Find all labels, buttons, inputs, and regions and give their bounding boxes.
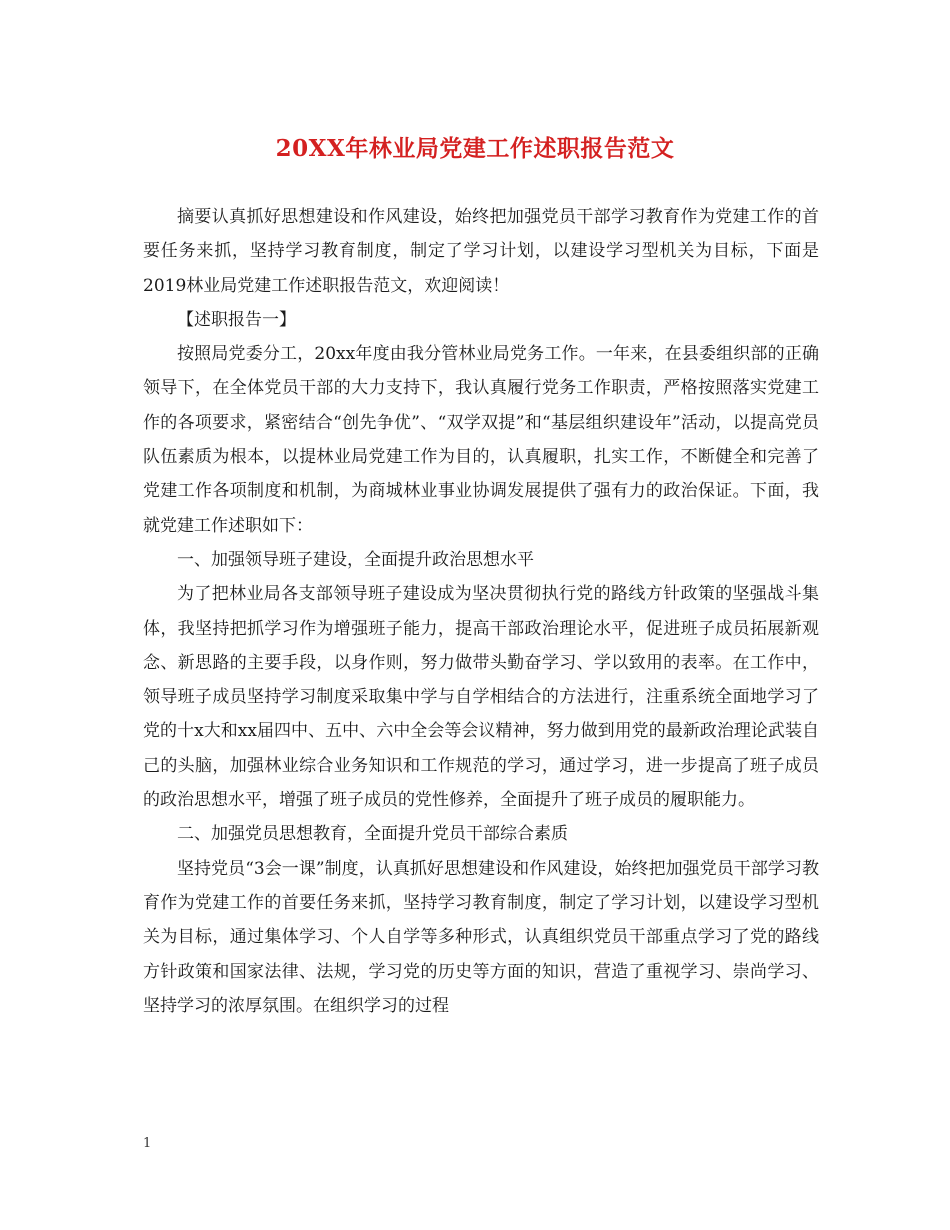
section-heading-report-one: 【述职报告一】 (177, 309, 296, 330)
document-body (143, 200, 819, 1023)
section-heading-1: 一、加强领导班子建设，全面提升政治思想水平 (177, 549, 534, 570)
document-title: 20XX年林业局党建工作述职报告范文 (275, 135, 675, 162)
body-paragraph: 按照局党委分工，20xx年度由我分管林业局党务工作。一年来，在县委组织部的正确领导下，在全体党员干部的大力支持下，我认真履行党务工作职责，严格按照落实党建工作的各项要求，紧密结合“创先争优”、“双学双提”和“基层组织建设年”活动，以提高党员队伍素质为根本，以提林业局党建工作为目的，认真履职，扎实工作，不断健全和完善了党建工作各项制度和机制，为商城林业事业协调发展提供了强有力的政治保证。下面，我就党建工作述职如下： (143, 344, 819, 536)
abstract-paragraph: 摘要认真抓好思想建设和作风建设，始终把加强党员干部学习教育作为党建工作的首要任务来抓，坚持学习教育制度，制定了学习计划，以建设学习型机关为目标，下面是2019林业局党建工作述职报告范文，欢迎阅读！ (143, 207, 819, 296)
body-paragraph: 坚持党员“3会一课”制度，认真抓好思想建设和作风建设，始终把加强党员干部学习教育作为党建工作的首要任务来抓，坚持学习教育制度，制定了学习计划，以建设学习型机关为目标，通过集体学习、个人自学等多种形式，认真组织党员干部重点学习了党的路线方针政策和国家法律、法规，学习党的历史等方面的知识，营造了重视学习、崇尚学习、坚持学习的浓厚氛围。在组织学习的过程 (143, 858, 819, 1016)
page-number: 1 (143, 1136, 152, 1151)
section-heading-2: 二、加强党员思想教育，全面提升党员干部综合素质 (177, 824, 568, 845)
body-paragraph: 为了把林业局各支部领导班子建设成为坚决贯彻执行党的路线方针政策的坚强战斗集体，我坚持把抓学习作为增强班子能力，提高干部政治理论水平，促进班子成员拓展新观念、新思路的主要手段，以身作则，努力做带头勤奋学习、学以致用的表率。在工作中，领导班子成员坚持学习制度采取集中学与自学相结合的方法进行，注重系统全面地学习了党的十x大和xx届四中、五中、六中全会等会议精神，努力做到用党的最新政治理论武装自己的头脑，加强林业综合业务知识和工作规范的学习，通过学习，进一步提高了班子成员的政治思想水平，增强了班子成员的党性修养，全面提升了班子成员的履职能力。 (143, 584, 819, 811)
